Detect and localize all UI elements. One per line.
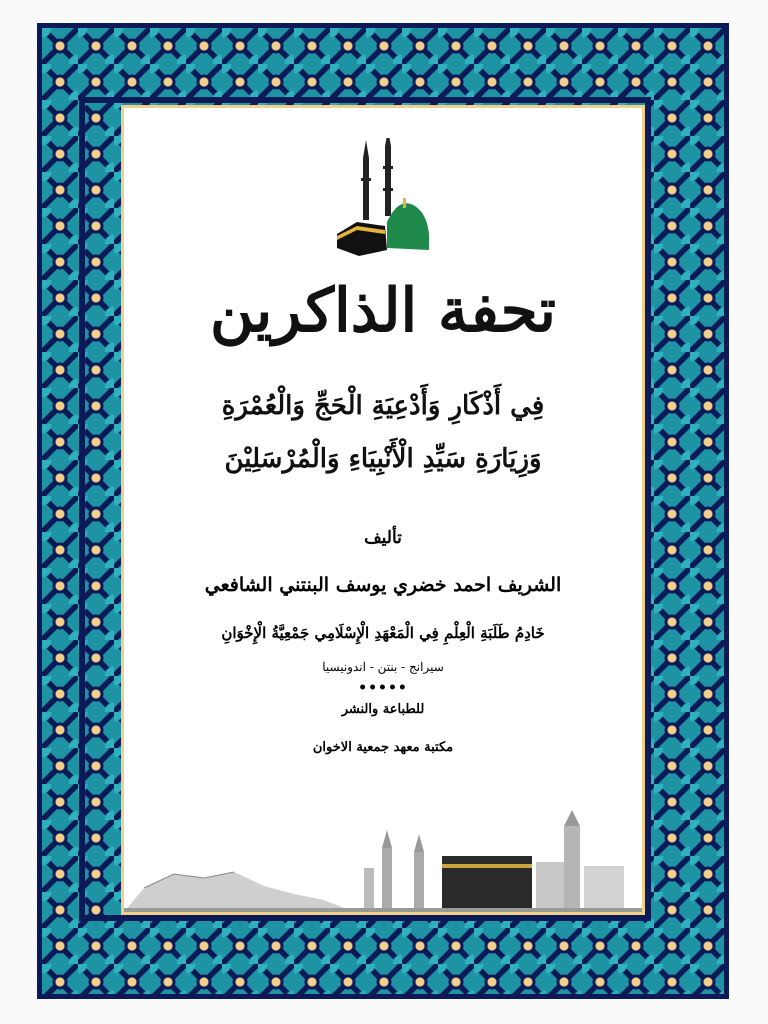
book-title: تحفة الذاكرين bbox=[210, 276, 556, 346]
subtitle-line-2: وَزِيَارَةِ سَيِّدِ الْأَنْبِيَاءِ وَالْمُرْسَلِيْنَ bbox=[224, 444, 542, 474]
author-role: خَادِمُ طَلَبَةِ الْعِلْمِ فِي الْمَعْهَدِ الْإِسْلَامِي جَمْعِيَّةُ الْإِخْوَانِ bbox=[221, 624, 545, 642]
subtitle-line-1: فِي أَذْكَارِ وَأَدْعِيَةِ الْحَجِّ وَالْعُمْرَةِ bbox=[221, 391, 545, 421]
kaaba-and-green-dome-icon bbox=[329, 138, 439, 258]
cover-panel bbox=[124, 108, 642, 912]
separator-dots: ••••• bbox=[358, 680, 408, 696]
authored-by-label: تأليف bbox=[364, 528, 402, 548]
mecca-skyline-illustration bbox=[124, 808, 642, 912]
printing-label: للطباعة والنشر bbox=[341, 702, 425, 717]
publisher-name: مكتبة معهد جمعية الاخوان bbox=[312, 740, 454, 755]
author-location: سيرانج - بنتن - اندونيسيا bbox=[322, 660, 444, 674]
author-name: الشريف احمد خضري يوسف البنتني الشافعي bbox=[204, 574, 562, 596]
